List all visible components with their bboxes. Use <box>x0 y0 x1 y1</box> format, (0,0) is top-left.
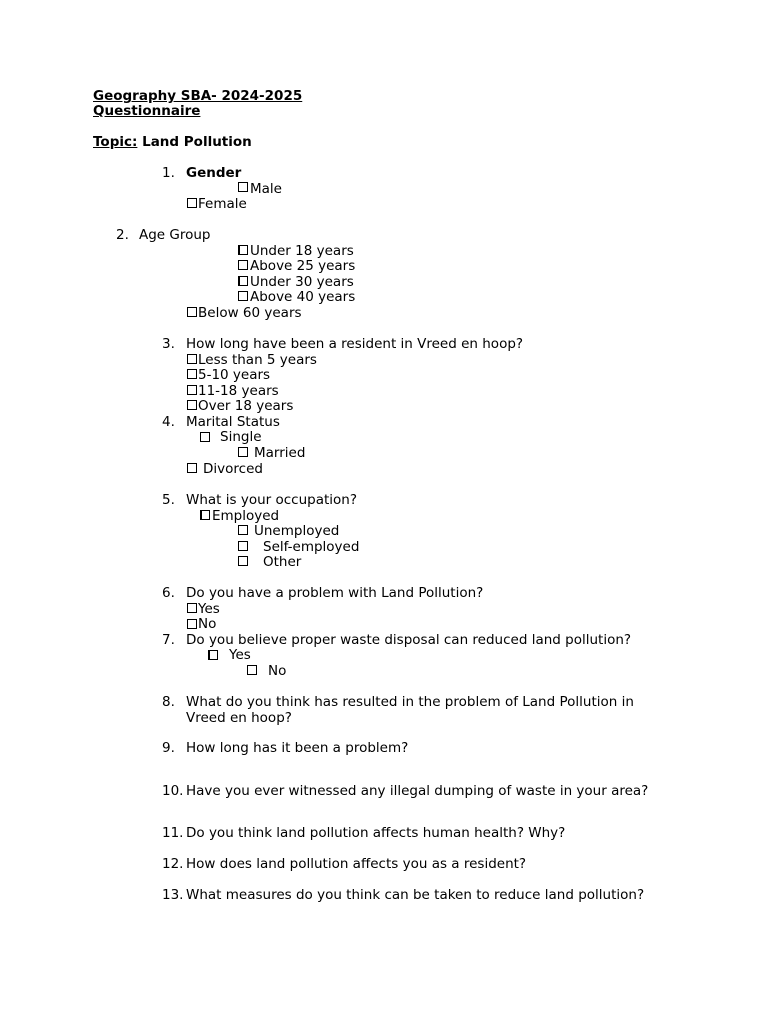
option-label: Unemployed <box>254 523 340 539</box>
question-number: 10. <box>162 783 184 799</box>
option-label: No <box>198 616 217 632</box>
question-resident-effect: How does land pollution affects you as a resident? <box>186 856 527 872</box>
option-label: Single <box>220 429 262 445</box>
question-number: 11. <box>162 825 184 841</box>
question-gender: Gender <box>186 165 242 181</box>
option-label: Yes <box>229 647 251 663</box>
question-number: 2. <box>116 227 129 243</box>
option-label: Married <box>254 445 306 461</box>
checkbox-self-employed[interactable] <box>238 541 248 551</box>
question-illegal-dumping: Have you ever witnessed any illegal dumping of waste in your area? <box>186 783 649 799</box>
checkbox-male[interactable] <box>238 182 248 192</box>
question-duration: How long has it been a problem? <box>186 740 409 756</box>
checkbox-below-60[interactable] <box>187 307 197 317</box>
checkbox-5-10[interactable] <box>187 369 197 379</box>
question-number: 9. <box>162 740 175 756</box>
option-label: 5-10 years <box>198 367 271 383</box>
option-label: Less than 5 years <box>198 352 317 368</box>
option-label: Under 30 years <box>250 274 354 290</box>
checkbox-above-25[interactable] <box>238 260 248 270</box>
question-number: 7. <box>162 632 175 648</box>
option-label: No <box>268 663 287 679</box>
checkbox-no[interactable] <box>247 665 257 675</box>
question-occupation: What is your occupation? <box>186 492 358 508</box>
checkbox-under-30[interactable] <box>238 276 248 286</box>
checkbox-female[interactable] <box>187 198 197 208</box>
question-number: 8. <box>162 694 175 710</box>
document-title: Geography SBA- 2024-2025 <box>93 88 303 104</box>
checkbox-over-18[interactable] <box>187 400 197 410</box>
question-cause: What do you think has resulted in the problem of Land Pollution in <box>186 694 634 710</box>
checkbox-under-18[interactable] <box>238 245 248 255</box>
question-residency: How long have been a resident in Vreed en hoop? <box>186 336 524 352</box>
question-marital-status: Marital Status <box>186 414 280 430</box>
question-number: 3. <box>162 336 175 352</box>
question-number: 13. <box>162 887 184 903</box>
option-label: Above 40 years <box>250 289 356 305</box>
topic-value: Land Pollution <box>137 134 252 150</box>
checkbox-unemployed[interactable] <box>238 525 248 535</box>
checkbox-11-18[interactable] <box>187 385 197 395</box>
checkbox-yes[interactable] <box>187 603 197 613</box>
question-number: 12. <box>162 856 184 872</box>
checkbox-married[interactable] <box>238 447 248 457</box>
option-label: Under 18 years <box>250 243 354 259</box>
checkbox-single[interactable] <box>200 432 210 442</box>
option-label: Self-employed <box>263 539 360 555</box>
question-cause-continued: Vreed en hoop? <box>186 710 292 726</box>
option-label: Employed <box>212 508 280 524</box>
checkbox-no[interactable] <box>187 619 197 629</box>
option-label: Above 25 years <box>250 258 356 274</box>
option-label: Divorced <box>203 461 263 477</box>
option-label: Male <box>250 181 282 197</box>
checkbox-divorced[interactable] <box>187 463 197 473</box>
question-human-health: Do you think land pollution affects human health? Why? <box>186 825 566 841</box>
question-number: 6. <box>162 585 175 601</box>
question-land-pollution-problem: Do you have a problem with Land Pollution? <box>186 585 484 601</box>
checkbox-employed[interactable] <box>200 510 210 520</box>
option-label: Yes <box>198 601 220 617</box>
document-subtitle: Questionnaire <box>93 103 201 119</box>
checkbox-yes[interactable] <box>208 650 218 660</box>
option-label: Other <box>263 554 302 570</box>
question-number: 1. <box>162 165 175 181</box>
topic-line <box>93 134 252 150</box>
question-waste-disposal: Do you believe proper waste disposal can reduced land pollution? <box>186 632 632 648</box>
question-number: 5. <box>162 492 175 508</box>
question-measures: What measures do you think can be taken to reduce land pollution? <box>186 887 645 903</box>
question-number: 4. <box>162 414 175 430</box>
option-label: Below 60 years <box>198 305 302 321</box>
option-label: Female <box>198 196 247 212</box>
option-label: Over 18 years <box>198 398 294 414</box>
topic-label: Topic: <box>93 134 138 150</box>
checkbox-other[interactable] <box>238 556 248 566</box>
checkbox-above-40[interactable] <box>238 291 248 301</box>
question-age-group: Age Group <box>139 227 211 243</box>
checkbox-less-than-5[interactable] <box>187 354 197 364</box>
option-label: 11-18 years <box>198 383 279 399</box>
